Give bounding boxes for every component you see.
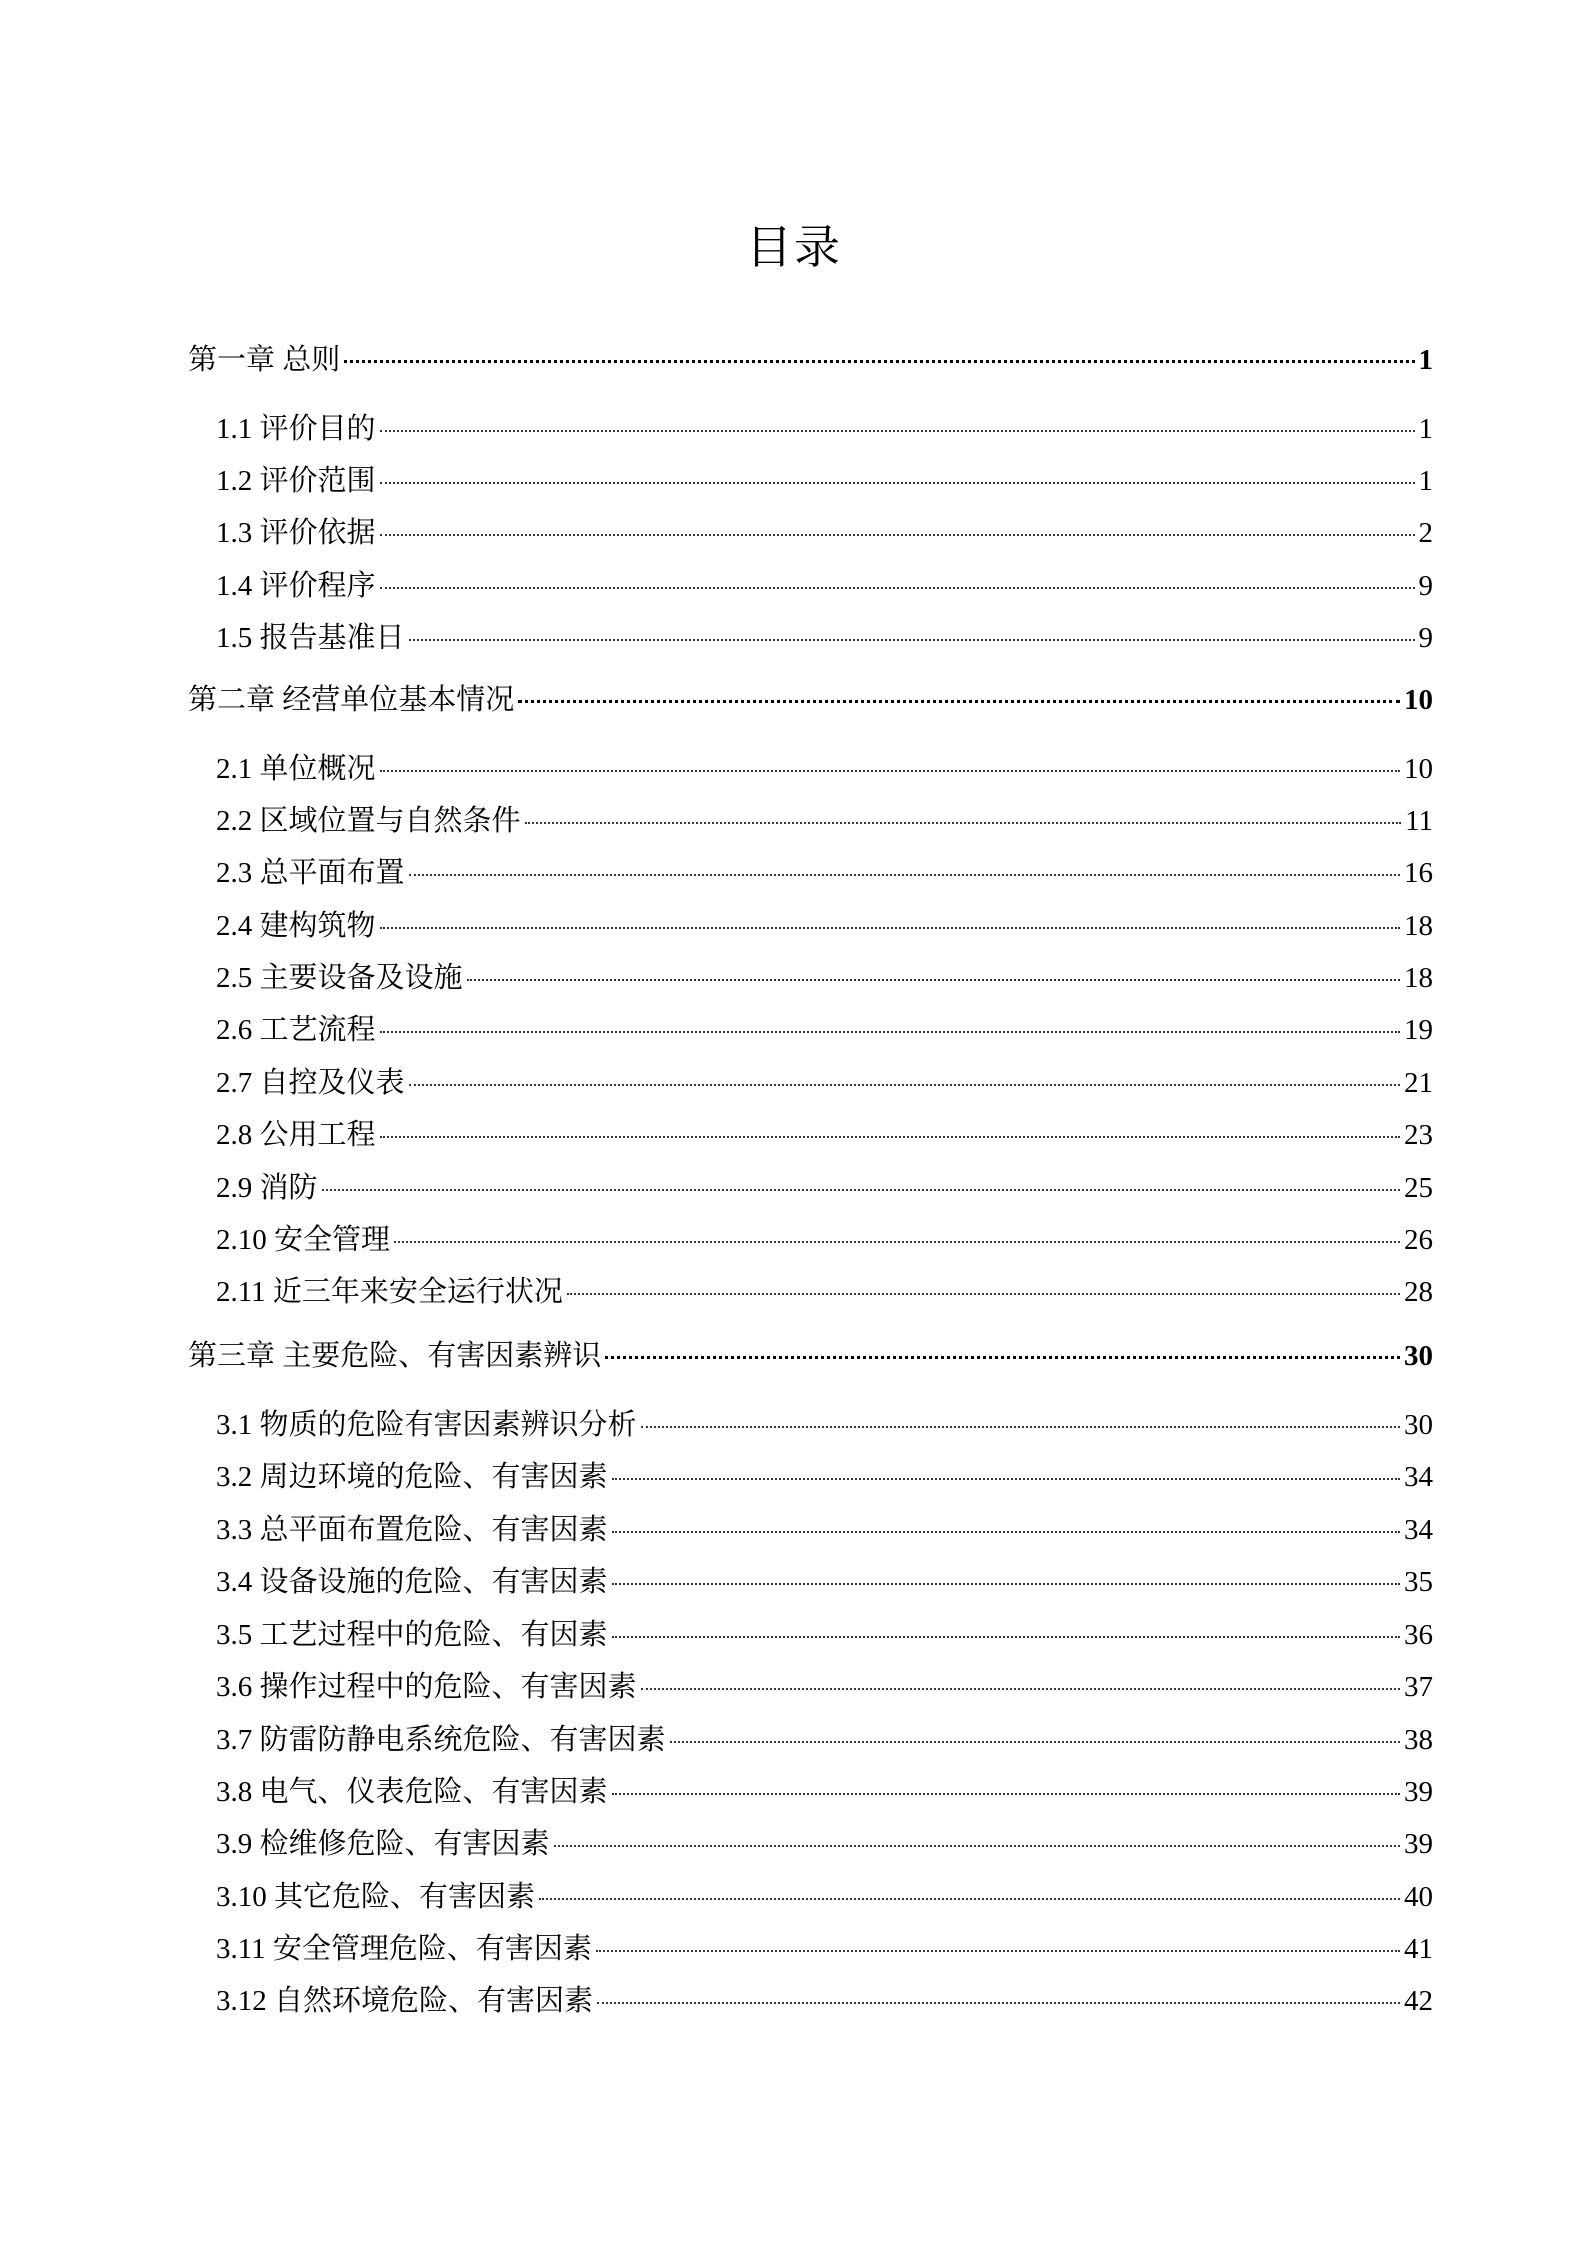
toc-page-number: 41 [1404,1933,1433,1965]
toc-dot-leader [344,360,1414,363]
toc-entry-label: 3.4 设备设施的危险、有害因素 [216,1566,608,1598]
toc-section-entry[interactable] [188,1562,1433,1602]
toc-dot-leader [641,1688,1400,1690]
toc-page-number: 39 [1404,1828,1433,1860]
toc-entry-label: 3.3 总平面布置危险、有害因素 [216,1514,608,1546]
toc-section-entry[interactable] [188,1010,1433,1050]
toc-entry-label: 2.3 总平面布置 [216,857,405,889]
toc-page-number: 10 [1404,753,1433,785]
toc-page-number: 35 [1404,1566,1433,1598]
toc-dot-leader [597,2002,1400,2004]
toc-entry-label: 3.10 其它危险、有害因素 [216,1881,536,1913]
toc-dot-leader [554,1845,1400,1847]
toc-section-entry[interactable] [188,1510,1433,1550]
toc-section-entry[interactable] [188,461,1433,501]
toc-section-entry[interactable] [188,906,1433,946]
toc-page-number: 37 [1404,1671,1433,1703]
toc-chapter-entry[interactable] [188,1336,1433,1376]
toc-dot-leader [409,1084,1400,1086]
toc-page-number: 18 [1404,962,1433,994]
toc-section-entry[interactable] [188,513,1433,553]
toc-dot-leader [409,874,1400,876]
toc-dot-leader [612,1636,1400,1638]
toc-page-number: 40 [1404,1881,1433,1913]
toc-dot-leader [380,430,1415,432]
toc-page-number: 34 [1404,1514,1433,1546]
toc-section-entry[interactable] [188,853,1433,893]
toc-page-number: 26 [1404,1224,1433,1256]
toc-entry-label: 第二章 经营单位基本情况 [188,684,515,716]
toc-dot-leader [605,1356,1400,1359]
toc-dot-leader [596,1950,1400,1952]
toc-dot-leader [612,1531,1400,1533]
toc-entry-label: 3.11 安全管理危险、有害因素 [216,1933,592,1965]
toc-dot-leader [641,1426,1400,1428]
toc-entry-label: 3.6 操作过程中的危险、有害因素 [216,1671,637,1703]
toc-section-entry[interactable] [188,749,1433,789]
toc-entry-label: 3.1 物质的危险有害因素辨识分析 [216,1409,637,1441]
toc-page-number: 1 [1418,413,1433,445]
toc-section-entry[interactable] [188,1981,1433,2021]
toc-page-number: 1 [1418,465,1433,497]
toc-dot-leader [518,700,1400,703]
toc-entry-label: 1.5 报告基准日 [216,622,405,654]
toc-entry-label: 2.11 近三年来安全运行状况 [216,1276,563,1308]
toc-entry-label: 3.5 工艺过程中的危险、有因素 [216,1619,608,1651]
toc-section-entry[interactable] [188,1063,1433,1103]
toc-page-number: 2 [1418,517,1433,549]
toc-page-number: 28 [1404,1276,1433,1308]
toc-dot-leader [612,1583,1400,1585]
toc-page-number: 34 [1404,1461,1433,1493]
toc-entry-label: 第一章 总则 [188,344,341,376]
toc-dot-leader [670,1741,1400,1743]
toc-dot-leader [380,587,1415,589]
toc-dot-leader [539,1898,1400,1900]
toc-entry-label: 3.9 检维修危险、有害因素 [216,1828,550,1860]
toc-entry-label: 2.6 工艺流程 [216,1014,376,1046]
toc-entry-label: 2.9 消防 [216,1172,318,1204]
toc-page-number: 30 [1404,1409,1433,1441]
toc-entry-label: 2.1 单位概况 [216,753,376,785]
toc-dot-leader [380,927,1400,929]
toc-dot-leader [380,1031,1400,1033]
page-title: 目录 [746,222,842,273]
toc-section-entry[interactable] [188,1720,1433,1760]
toc-section-entry[interactable] [188,1115,1433,1155]
toc-page-number: 23 [1404,1119,1433,1151]
toc-entry-label: 3.8 电气、仪表危险、有害因素 [216,1776,608,1808]
toc-section-entry[interactable] [188,1272,1433,1312]
toc-entry-label: 2.10 安全管理 [216,1224,391,1256]
toc-section-entry[interactable] [188,1168,1433,1208]
toc-page-number: 25 [1404,1172,1433,1204]
toc-chapter-entry[interactable] [188,340,1433,380]
toc-page-number: 9 [1418,570,1433,602]
toc-entry-label: 3.2 周边环境的危险、有害因素 [216,1461,608,1493]
toc-section-entry[interactable] [188,1405,1433,1445]
toc-section-entry[interactable] [188,409,1433,449]
toc-page-number: 9 [1418,622,1433,654]
toc-dot-leader [567,1293,1400,1295]
toc-dot-leader [380,534,1415,536]
toc-entry-label: 2.4 建构筑物 [216,910,376,942]
toc-section-entry[interactable] [188,958,1433,998]
toc-section-entry[interactable] [188,1220,1433,1260]
toc-dot-leader [380,1136,1400,1138]
toc-dot-leader [467,979,1400,981]
toc-dot-leader [394,1241,1400,1243]
toc-dot-leader [612,1478,1400,1480]
toc-section-entry[interactable] [188,1877,1433,1917]
toc-section-entry[interactable] [188,1824,1433,1864]
toc-dot-leader [612,1793,1400,1795]
toc-dot-leader [525,822,1402,824]
toc-dot-leader [409,639,1415,641]
toc-page-number: 38 [1404,1724,1433,1756]
toc-section-entry[interactable] [188,801,1433,841]
toc-section-entry[interactable] [188,1615,1433,1655]
toc-entry-label: 1.1 评价目的 [216,413,376,445]
toc-section-entry[interactable] [188,1772,1433,1812]
toc-page-number: 19 [1404,1014,1433,1046]
toc-page-number: 30 [1404,1340,1433,1372]
toc-entry-label: 1.2 评价范围 [216,465,376,497]
toc-page-number: 1 [1418,344,1433,376]
toc-page-number: 18 [1404,910,1433,942]
toc-page-number: 16 [1404,857,1433,889]
toc-section-entry[interactable] [188,566,1433,606]
toc-dot-leader [380,482,1415,484]
toc-page-number: 39 [1404,1776,1433,1808]
toc-entry-label: 2.2 区域位置与自然条件 [216,805,521,837]
toc-entry-label: 1.3 评价依据 [216,517,376,549]
toc-page-number: 11 [1405,805,1433,837]
toc-page-number: 10 [1404,684,1433,716]
toc-entry-label: 2.5 主要设备及设施 [216,962,463,994]
toc-section-entry[interactable] [188,618,1433,658]
toc-page-number: 21 [1404,1067,1433,1099]
toc-section-entry[interactable] [188,1667,1433,1707]
toc-dot-leader [380,770,1400,772]
toc-page-number: 42 [1404,1985,1433,2017]
toc-entry-label: 1.4 评价程序 [216,570,376,602]
toc-section-entry[interactable] [188,1457,1433,1497]
toc-entry-label: 2.7 自控及仪表 [216,1067,405,1099]
toc-entry-label: 2.8 公用工程 [216,1119,376,1151]
toc-section-entry[interactable] [188,1929,1433,1969]
toc-dot-leader [322,1189,1400,1191]
toc-entry-label: 第三章 主要危险、有害因素辨识 [188,1340,602,1372]
toc-entry-label: 3.12 自然环境危险、有害因素 [216,1985,594,2017]
toc-page-number: 36 [1404,1619,1433,1651]
toc-chapter-entry[interactable] [188,680,1433,720]
toc-entry-label: 3.7 防雷防静电系统危险、有害因素 [216,1724,666,1756]
